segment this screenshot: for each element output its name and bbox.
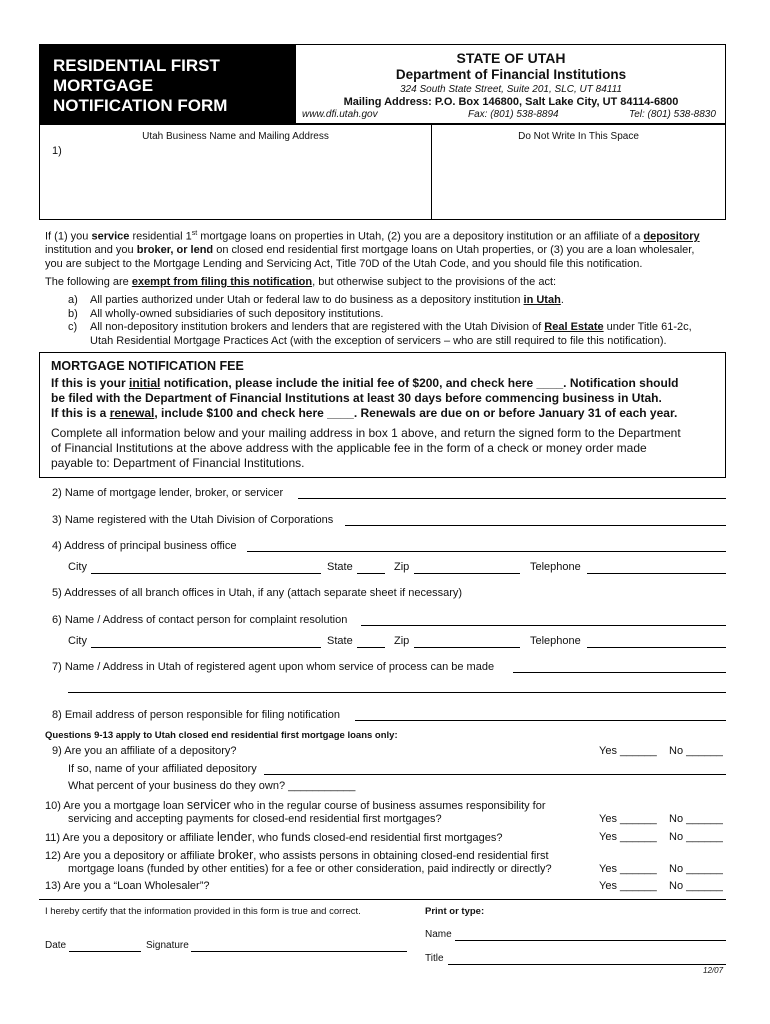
affiliated-depository-field[interactable] xyxy=(264,774,726,775)
business-address-box xyxy=(39,124,726,220)
zip-field[interactable] xyxy=(414,647,520,648)
q12-yes[interactable]: Yes ______ xyxy=(599,863,657,875)
field-5-label: 5) Addresses of all branch offices in Utah, if any (attach separate sheet if necessary) xyxy=(52,587,463,599)
print-label: Print or type: xyxy=(425,906,485,917)
zip-label: Zip xyxy=(394,561,410,573)
field-2-label: 2) Name of mortgage lender, broker, or servicer xyxy=(52,487,284,499)
q11-no[interactable]: No ______ xyxy=(669,831,723,843)
title-field[interactable] xyxy=(448,964,726,965)
question-10b: servicing and accepting payments for closed-end residential first mortgages? xyxy=(68,813,442,825)
department-name: Department of Financial Institutions xyxy=(395,67,627,82)
title-label: Title xyxy=(425,953,444,964)
telephone-field[interactable] xyxy=(587,647,726,648)
question-9: 9) Are you an affiliate of a depository? xyxy=(52,745,237,757)
lender-name-field[interactable] xyxy=(298,498,726,499)
question-13: 13) Are you a “Loan Wholesaler”? xyxy=(45,880,210,892)
office-use-label: Do Not Write In This Space xyxy=(518,131,639,142)
telephone-label: Telephone xyxy=(530,561,581,573)
question-12b: mortgage loans (funded by other entities) for a fee or other consideration, paid indirectly or directly? xyxy=(68,863,552,875)
date-label: Date xyxy=(45,940,67,951)
name-label: Name xyxy=(425,929,452,940)
q9-yes[interactable]: Yes ______ xyxy=(599,745,657,757)
list-item: c) All non-depository institution brokers and lenders that are registered with the Utah Division of Real Estate under Title 61-2c, xyxy=(68,321,692,333)
divider xyxy=(39,899,726,900)
zip-label: Zip xyxy=(394,635,410,647)
exempt-list xyxy=(68,294,728,348)
q10-yes[interactable]: Yes ______ xyxy=(599,813,657,825)
registered-agent-field-2[interactable] xyxy=(68,692,726,693)
signature-field[interactable] xyxy=(191,951,407,952)
date-field[interactable] xyxy=(69,951,141,952)
list-item: a) All parties authorized under Utah or federal law to do business as a depository institution in Utah. xyxy=(68,294,564,306)
question-10: 10) Are you a mortgage loan servicer who in the regular course of business assumes responsibility for xyxy=(45,798,546,812)
list-item: b) All wholly-owned subsidiaries of such depository institutions. xyxy=(68,307,384,320)
agency-header xyxy=(296,44,726,124)
field-6-label: 6) Name / Address of contact person for complaint resolution xyxy=(52,614,348,626)
q11-yes[interactable]: Yes ______ xyxy=(599,831,657,843)
state-label: State xyxy=(327,635,353,647)
registered-name-field[interactable] xyxy=(345,525,726,526)
fee-heading: MORTGAGE NOTIFICATION FEE xyxy=(51,359,244,373)
certification-text: I hereby certify that the information provided in this form is true and correct. xyxy=(45,906,361,917)
q9-no[interactable]: No ______ xyxy=(669,745,723,757)
city-field[interactable] xyxy=(91,647,321,648)
q10-no[interactable]: No ______ xyxy=(669,813,723,825)
telephone-field[interactable] xyxy=(587,573,726,574)
telephone-label: Telephone xyxy=(530,635,581,647)
state-label: State xyxy=(327,561,353,573)
q13-yes[interactable]: Yes ______ xyxy=(599,880,657,892)
question-12: 12) Are you a depository or affiliate broker, who assists persons in obtaining closed-end residential first xyxy=(45,848,549,862)
city-label: City xyxy=(68,635,87,647)
state-field[interactable] xyxy=(357,647,385,648)
question-9a: If so, name of your affiliated depository xyxy=(68,763,257,775)
field-7-label: 7) Name / Address in Utah of registered agent upon whom service of process can be made xyxy=(52,661,495,673)
field-8-label: 8) Email address of person responsible for filing notification xyxy=(52,709,340,721)
principal-address-field[interactable] xyxy=(247,551,726,552)
business-name-label: Utah Business Name and Mailing Address xyxy=(142,131,329,142)
street-address: 324 South State Street, Suite 201, SLC, UT 84111 xyxy=(400,84,622,95)
email-field[interactable] xyxy=(355,720,726,721)
field-3-label: 3) Name registered with the Utah Division of Corporations xyxy=(52,514,334,526)
website: www.dfi.utah.gov xyxy=(302,109,378,120)
q13-no[interactable]: No ______ xyxy=(669,880,723,892)
questions-heading: Questions 9-13 apply to Utah closed end residential first mortgage loans only: xyxy=(45,730,398,741)
question-11: 11) Are you a depository or affiliate lender, who funds closed-end residential first mortgages? xyxy=(45,830,503,844)
city-field[interactable] xyxy=(91,573,321,574)
state-field[interactable] xyxy=(357,573,385,574)
mailing-address: Mailing Address: P.O. Box 146800, Salt Lake City, UT 84114-6800 xyxy=(343,96,679,108)
name-field[interactable] xyxy=(455,940,726,941)
form-title: RESIDENTIAL FIRST MORTGAGE NOTIFICATION FORM xyxy=(39,44,296,124)
exempt-section: The following are exempt from filing this notification, but otherwise subject to the provisions of the act: xyxy=(45,276,557,288)
q12-no[interactable]: No ______ xyxy=(669,863,723,875)
field-4-label: 4) Address of principal business office xyxy=(52,540,237,552)
signature-label: Signature xyxy=(146,940,189,951)
fee-return-instructions: Complete all information below and your mailing address in box 1 above, and return the signed form to the Department of Financial Institutions at the above address with the applicable fee in the form of a check or money order made payable to: Department of Financial Institutions. xyxy=(51,426,681,470)
box-number: 1) xyxy=(52,145,62,157)
zip-field[interactable] xyxy=(414,573,520,574)
registered-agent-field[interactable] xyxy=(513,672,726,673)
telephone-number: Tel: (801) 538-8830 xyxy=(629,109,716,120)
list-item: Utah Residential Mortgage Practices Act (with the exception of servicers – who are still required to file this notification). xyxy=(90,334,667,347)
state-name: STATE OF UTAH xyxy=(456,50,566,66)
intro-paragraph: If (1) you service residential 1st mortgage loans on properties in Utah, (2) you are a depository institution or an affiliate of a depository institution and you broker, or lend on closed end residential first mortgage loans on Utah properties, or (3) you are a loan wholesaler, you are subject to the Mortgage Lending and Servicing Act, Title 70D of the Utah Code, and you should file this notification. xyxy=(45,230,700,270)
city-label: City xyxy=(68,561,87,573)
revision-date: 12/07 xyxy=(703,966,724,975)
question-9b: What percent of your business do they own? ___________ xyxy=(68,780,356,792)
fee-instructions: If this is your initial notification, please include the initial fee of $200, and check here ____. Notification should be filed with the Department of Financial Institutions at least 30 days before commencing business in Utah. If this is a renewal, include $100 and check here ____. Renewals are due on or before January 31 of each year. xyxy=(51,376,679,420)
fee-box xyxy=(39,352,726,478)
fax-number: Fax: (801) 538-8894 xyxy=(468,109,559,120)
contact-person-field[interactable] xyxy=(361,625,726,626)
